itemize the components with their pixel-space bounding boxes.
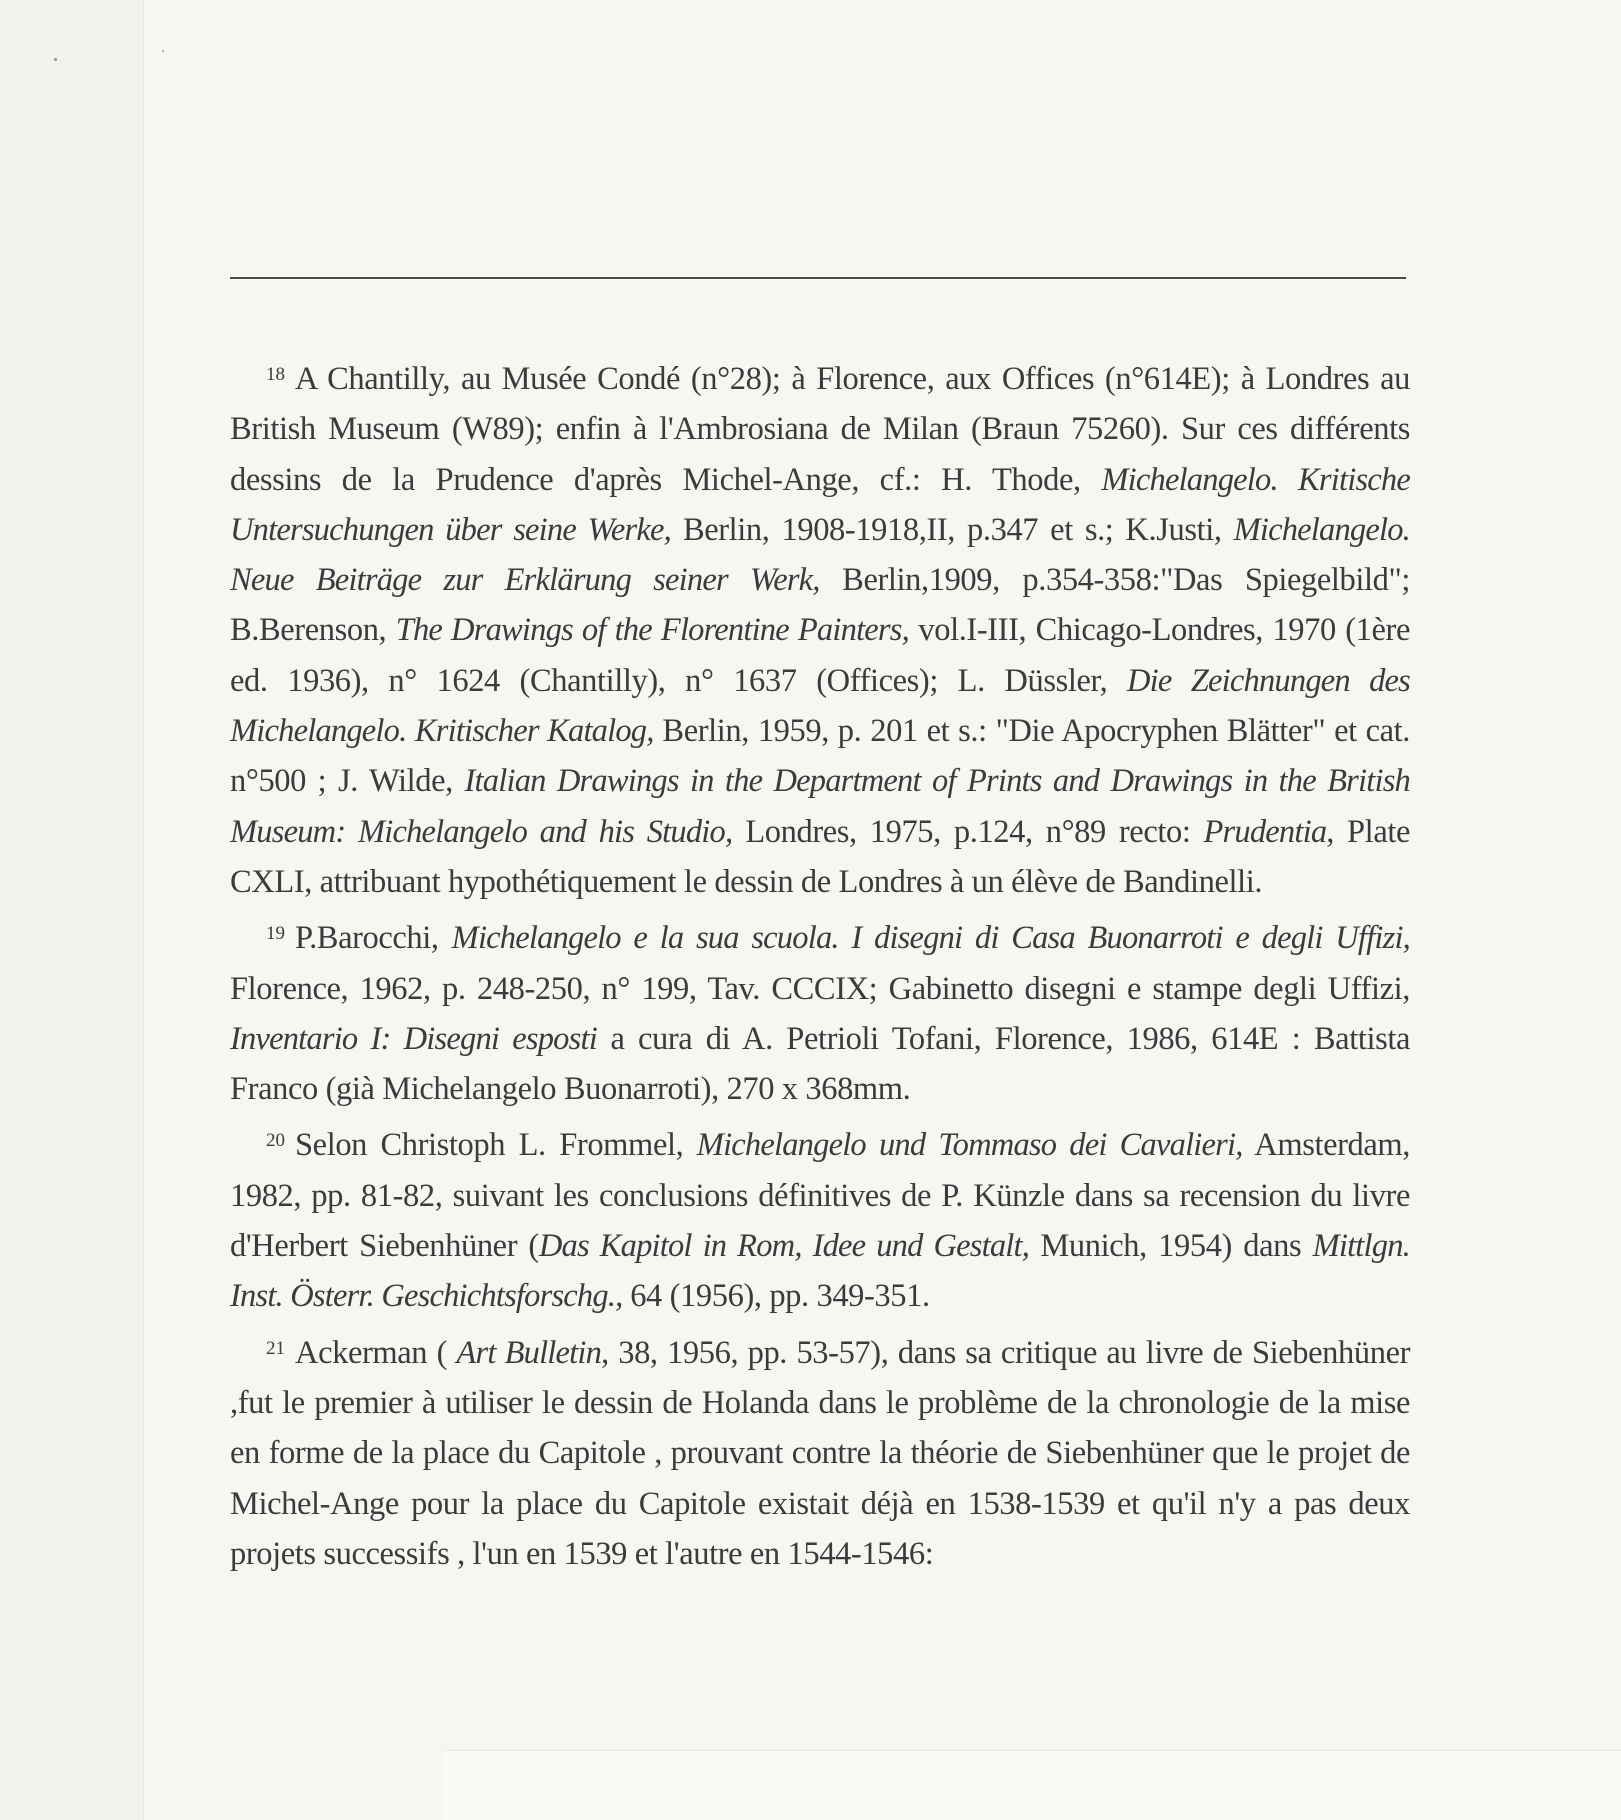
footnote-number: 18 [266, 364, 285, 385]
footnote-title-italic: Michelangelo. Kritische Untersuchungen über seine Werke, [230, 461, 1410, 548]
footnote-text: , Plate CXLI, attribuant hypothétiquement le dessin de Londres à un élève de Bandinelli. [230, 813, 1410, 900]
footnote-text: Munich, 1954) dans [1029, 1228, 1313, 1265]
footnote-text: Berlin,1909, p.354-358:"Das Spiegelbild"; B.Berenson, [230, 562, 1410, 649]
footnote-number: 20 [266, 1130, 285, 1152]
footnote-text: Londres, 1975, p.124, n°89 recto: [732, 813, 1204, 850]
left-margin-strip [0, 0, 144, 1820]
footnote-title-italic: Mittlgn. Inst. Österr. Geschichtsforschg., [230, 1228, 1410, 1315]
footnote-18 [230, 350, 1410, 907]
scan-speck [162, 50, 164, 52]
footnote-text: vol.I-III, Chicago-Londres, 1970 (1ère ed. 1936), n° 1624 (Chantilly), n° 1637 (Offices); L. Düssler, [230, 612, 1410, 699]
footnote-title-italic: Das Kapitol in Rom, Idee und Gestalt, [538, 1228, 1030, 1265]
footnote-title-italic: Michelangelo und Tommaso dei Cavalieri, [696, 1127, 1243, 1164]
footnote-text: P.Barocchi, [295, 920, 452, 957]
footnote-19 [230, 909, 1410, 1114]
footnote-text: Berlin, 1908-1918,II, p.347 et s.; K.Justi, [670, 511, 1234, 548]
footnote-title-italic: The Drawings of the Florentine Painters, [395, 612, 909, 649]
footnote-20 [230, 1116, 1410, 1321]
footnote-title-italic: Michelangelo. Neue Beiträge zur Erklärung seiner Werk, [230, 511, 1410, 599]
footnote-number: 19 [266, 923, 285, 945]
footnote-text: Florence, 1962, p. 248-250, n° 199, Tav. CCCIX; Gabinetto disegni e stampe degli Uffizi, [230, 970, 1410, 1007]
footnote-text: A Chantilly, au Musée Condé (n°28); à Florence, aux Offices (n°614E); à Londres au British Museum (W89); enfin à l'Ambrosiana de Milan (Braun 75260). Sur ces différents dessins de la Prudence d'après Michel-Ange, cf.: H. Thode, [230, 361, 1410, 498]
footnote-text: a cura di A. Petrioli Tofani, Florence, 1986, 614E : Battista Franco (già Michelangelo Buonarroti), 270 x 368mm. [230, 1020, 1410, 1108]
bottom-paper-strip [444, 1750, 1621, 1820]
footnote-text: Selon Christoph L. Frommel, [295, 1127, 697, 1164]
footnotes [230, 350, 1410, 1579]
footnote-number: 21 [266, 1337, 285, 1359]
footnote-title-italic: Inventario I: Disegni esposti [230, 1020, 597, 1057]
footnote-text: Amsterdam, 1982, pp. 81-82, suivant les conclusions définitives de P. Künzle dans sa recension du livre d'Herbert Siebenhüner ( [230, 1127, 1410, 1265]
footnote-text: Berlin, 1959, p. 201 et s.: "Die Apocryphen Blätter" et cat. n°500 ; J. Wilde, [230, 713, 1410, 800]
footnote-text: Ackerman ( [295, 1334, 457, 1371]
footnote-separator-rule [230, 277, 1406, 279]
footnote-title-italic: Die Zeichnungen des Michelangelo. Kritischer Katalog, [230, 662, 1411, 750]
footnote-21 [230, 1324, 1410, 1579]
footnote-title-italic: Prudentia [1203, 813, 1327, 850]
footnote-text: , 38, 1956, pp. 53-57), dans sa critique au livre de Siebenhüner ,fut le premier à utiliser le dessin de Holanda dans le problème de la chronologie de la mise en forme de la place du Capitole , prouvant contre la théorie de Siebenhüner que le projet de Michel-Ange pour la place du Capitole existait déjà en 1538-1539 et qu'il n'y a pas deux projets successifs , l'un en 1539 et l'autre en 1544-1546: [230, 1334, 1411, 1572]
footnote-title-italic: Michelangelo e la sua scuola. I disegni di Casa Buonarroti e degli Uffizi, [451, 920, 1410, 957]
scan-speck [54, 58, 57, 61]
footnote-title-italic: Art Bulletin [456, 1334, 602, 1371]
footnote-text: 64 (1956), pp. 349-351. [622, 1278, 930, 1315]
footnote-title-italic: Italian Drawings in the Department of Prints and Drawings in the British Museum: Michelangelo and his Studio, [230, 763, 1410, 850]
